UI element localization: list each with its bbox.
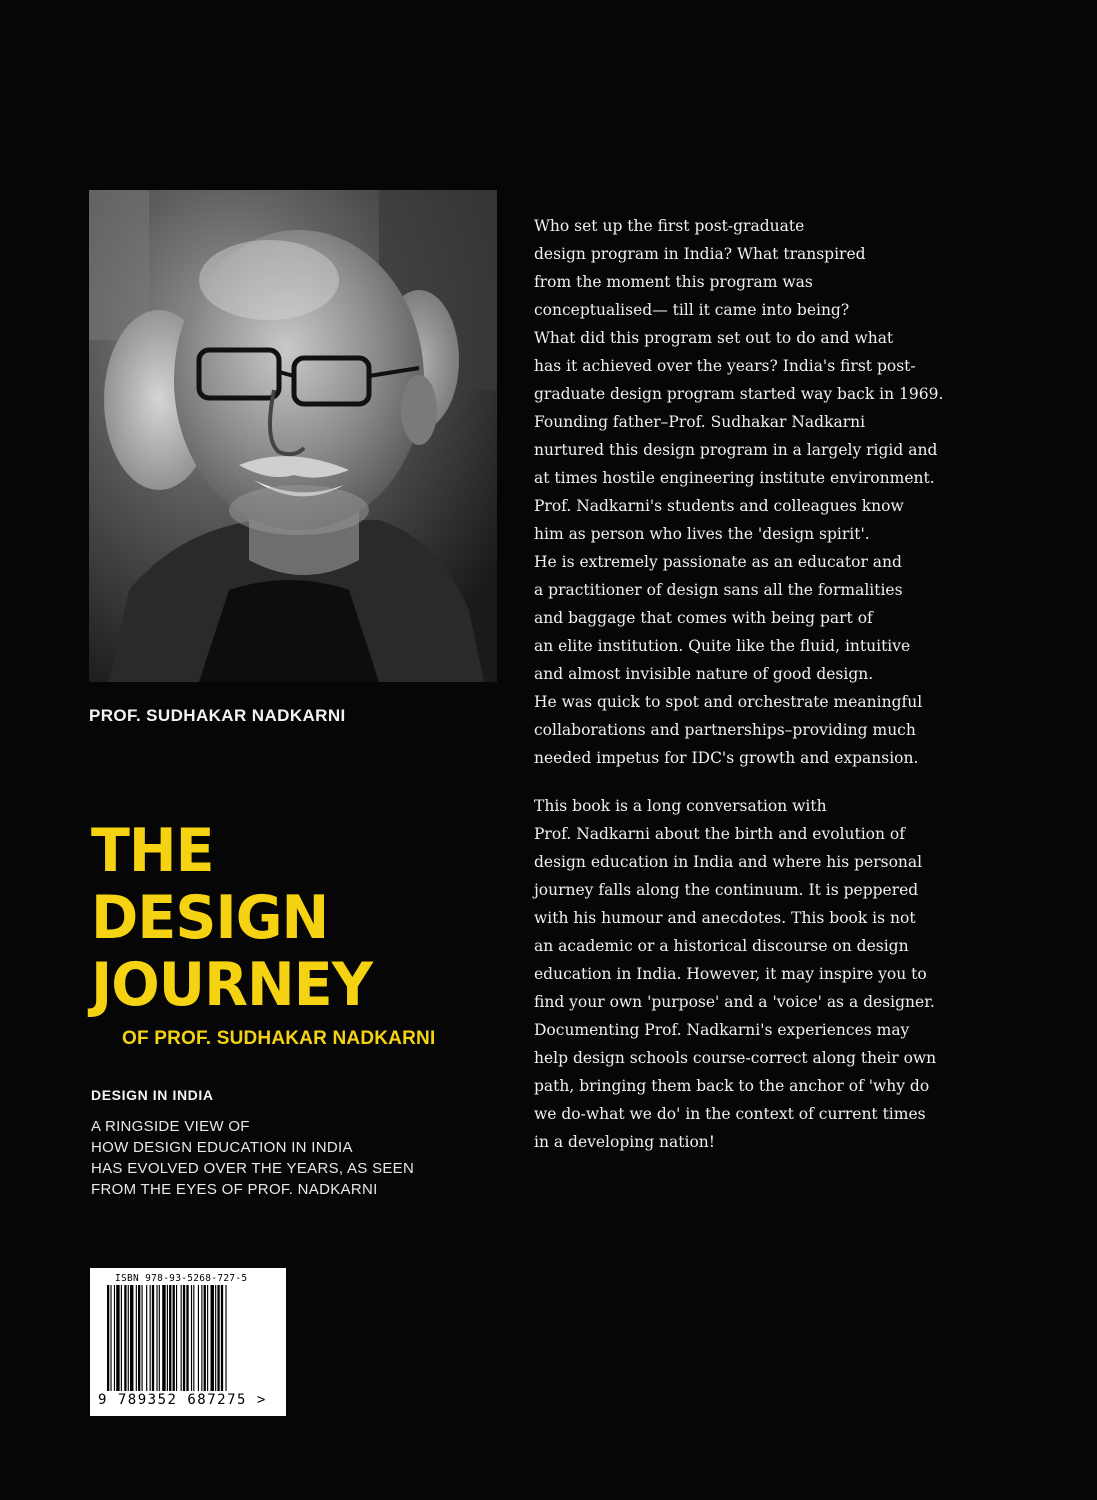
blurb-line: from the moment this program was (534, 273, 813, 291)
blurb-paragraph-1 (534, 212, 1004, 772)
blurb-line: we do-what we do' in the context of current times (534, 1105, 926, 1123)
author-portrait-photo (89, 190, 497, 682)
title-line-3: JOURNEY (91, 950, 373, 1020)
barcode-bar (167, 1285, 168, 1391)
blurb-line: with his humour and anecdotes. This book is not (534, 909, 916, 927)
barcode-bar (221, 1285, 223, 1391)
blurb-line: path, bringing them back to the anchor of 'why do (534, 1077, 930, 1095)
blurb-line: at times hostile engineering institute environment. (534, 469, 935, 487)
blurb-line: He is extremely passionate as an educator and (534, 553, 902, 571)
tagline-line: FROM THE EYES OF PROF. NADKARNI (91, 1181, 378, 1198)
blurb-line: an elite institution. Quite like the fluid, intuitive (534, 637, 911, 655)
barcode-bar (159, 1285, 160, 1391)
barcode-bars (107, 1285, 271, 1391)
barcode-bar (211, 1285, 214, 1391)
blurb-line: conceptualised— till it came into being? (534, 301, 850, 319)
tagline-line: A RINGSIDE VIEW OF (91, 1118, 250, 1135)
barcode-bar (150, 1285, 151, 1391)
barcode-bar (183, 1285, 185, 1391)
blurb-line: Prof. Nadkarni's students and colleagues know (534, 497, 904, 515)
blurb-line: Founding father–Prof. Sudhakar Nadkarni (534, 413, 866, 431)
barcode-bar (204, 1285, 206, 1391)
isbn-label: ISBN 978-93-5268-727-5 (115, 1273, 248, 1284)
blurb-line: an academic or a historical discourse on design (534, 937, 909, 955)
barcode-bar (193, 1285, 194, 1391)
back-cover-blurb (534, 212, 1004, 1156)
barcode-bar (136, 1285, 137, 1391)
blurb-line: and baggage that comes with being part of (534, 609, 873, 627)
barcode-bar (156, 1285, 157, 1391)
barcode-bar (114, 1285, 115, 1391)
title-line-2: DESIGN (91, 883, 329, 953)
tagline-line: HAS EVOLVED OVER THE YEARS, AS SEEN (91, 1160, 415, 1177)
blurb-line: Documenting Prof. Nadkarni's experiences may (534, 1021, 910, 1039)
barcode-bar (198, 1285, 199, 1391)
barcode-bar (225, 1285, 226, 1391)
barcode-bar (181, 1285, 182, 1391)
book-title (91, 818, 511, 1019)
photo-caption: PROF. SUDHAKAR NADKARNI (89, 706, 346, 725)
series-label: DESIGN IN INDIA (91, 1087, 214, 1103)
barcode-bar (130, 1285, 133, 1391)
blurb-line: nurtured this design program in a largely rigid and (534, 441, 938, 459)
blurb-line: design education in India and where his personal (534, 853, 923, 871)
barcode-bar (110, 1285, 111, 1391)
barcode-bar (116, 1285, 119, 1391)
barcode-bar (142, 1285, 143, 1391)
barcode-bar (176, 1285, 177, 1391)
blurb-line: find your own 'purpose' and a 'voice' as a designer. (534, 993, 935, 1011)
blurb-line: help design schools course-correct along their own (534, 1049, 937, 1067)
barcode-bar (173, 1285, 175, 1391)
barcode-bar (152, 1285, 154, 1391)
barcode-bar (186, 1285, 188, 1391)
blurb-line: him as person who lives the 'design spirit'. (534, 525, 870, 543)
blurb-line: journey falls along the continuum. It is peppered (534, 881, 919, 899)
ean-digits: 9 789352 687275 > (98, 1392, 267, 1408)
barcode-bar (169, 1285, 171, 1391)
barcode-bar (207, 1285, 208, 1391)
title-line-1: THE (91, 816, 214, 886)
tagline (91, 1116, 414, 1200)
blurb-line: a practitioner of design sans all the formalities (534, 581, 903, 599)
blurb-line: needed impetus for IDC's growth and expansion. (534, 749, 919, 767)
barcode-bar (217, 1285, 219, 1391)
blurb-line: has it achieved over the years? India's first post- (534, 357, 916, 375)
barcode-bar (128, 1285, 129, 1391)
title-subtitle: OF PROF. SUDHAKAR NADKARNI (122, 1028, 436, 1049)
barcode-bar (201, 1285, 202, 1391)
barcode-bar (215, 1285, 216, 1391)
blurb-line: education in India. However, it may inspire you to (534, 965, 927, 983)
blurb-line: He was quick to spot and orchestrate meaningful (534, 693, 923, 711)
barcode-bar (162, 1285, 165, 1391)
isbn-barcode (90, 1268, 286, 1416)
blurb-line: design program in India? What transpired (534, 245, 866, 263)
blurb-paragraph-2 (534, 792, 1004, 1156)
barcode-bar (191, 1285, 192, 1391)
barcode-bar (107, 1285, 109, 1391)
blurb-line: This book is a long conversation with (534, 797, 827, 815)
blurb-line: What did this program set out to do and what (534, 329, 894, 347)
blurb-line: graduate design program started way back in 1969. (534, 385, 944, 403)
blurb-line: collaborations and partnerships–providing much (534, 721, 916, 739)
blurb-line: Prof. Nadkarni about the birth and evolution of (534, 825, 905, 843)
barcode-bar (146, 1285, 147, 1391)
barcode-bar (124, 1285, 126, 1391)
blurb-line: Who set up the first post-graduate (534, 217, 805, 235)
blurb-line: and almost invisible nature of good design. (534, 665, 874, 683)
tagline-line: HOW DESIGN EDUCATION IN INDIA (91, 1139, 353, 1156)
barcode-bar (138, 1285, 140, 1391)
barcode-bar (121, 1285, 122, 1391)
blurb-line: in a developing nation! (534, 1133, 716, 1151)
